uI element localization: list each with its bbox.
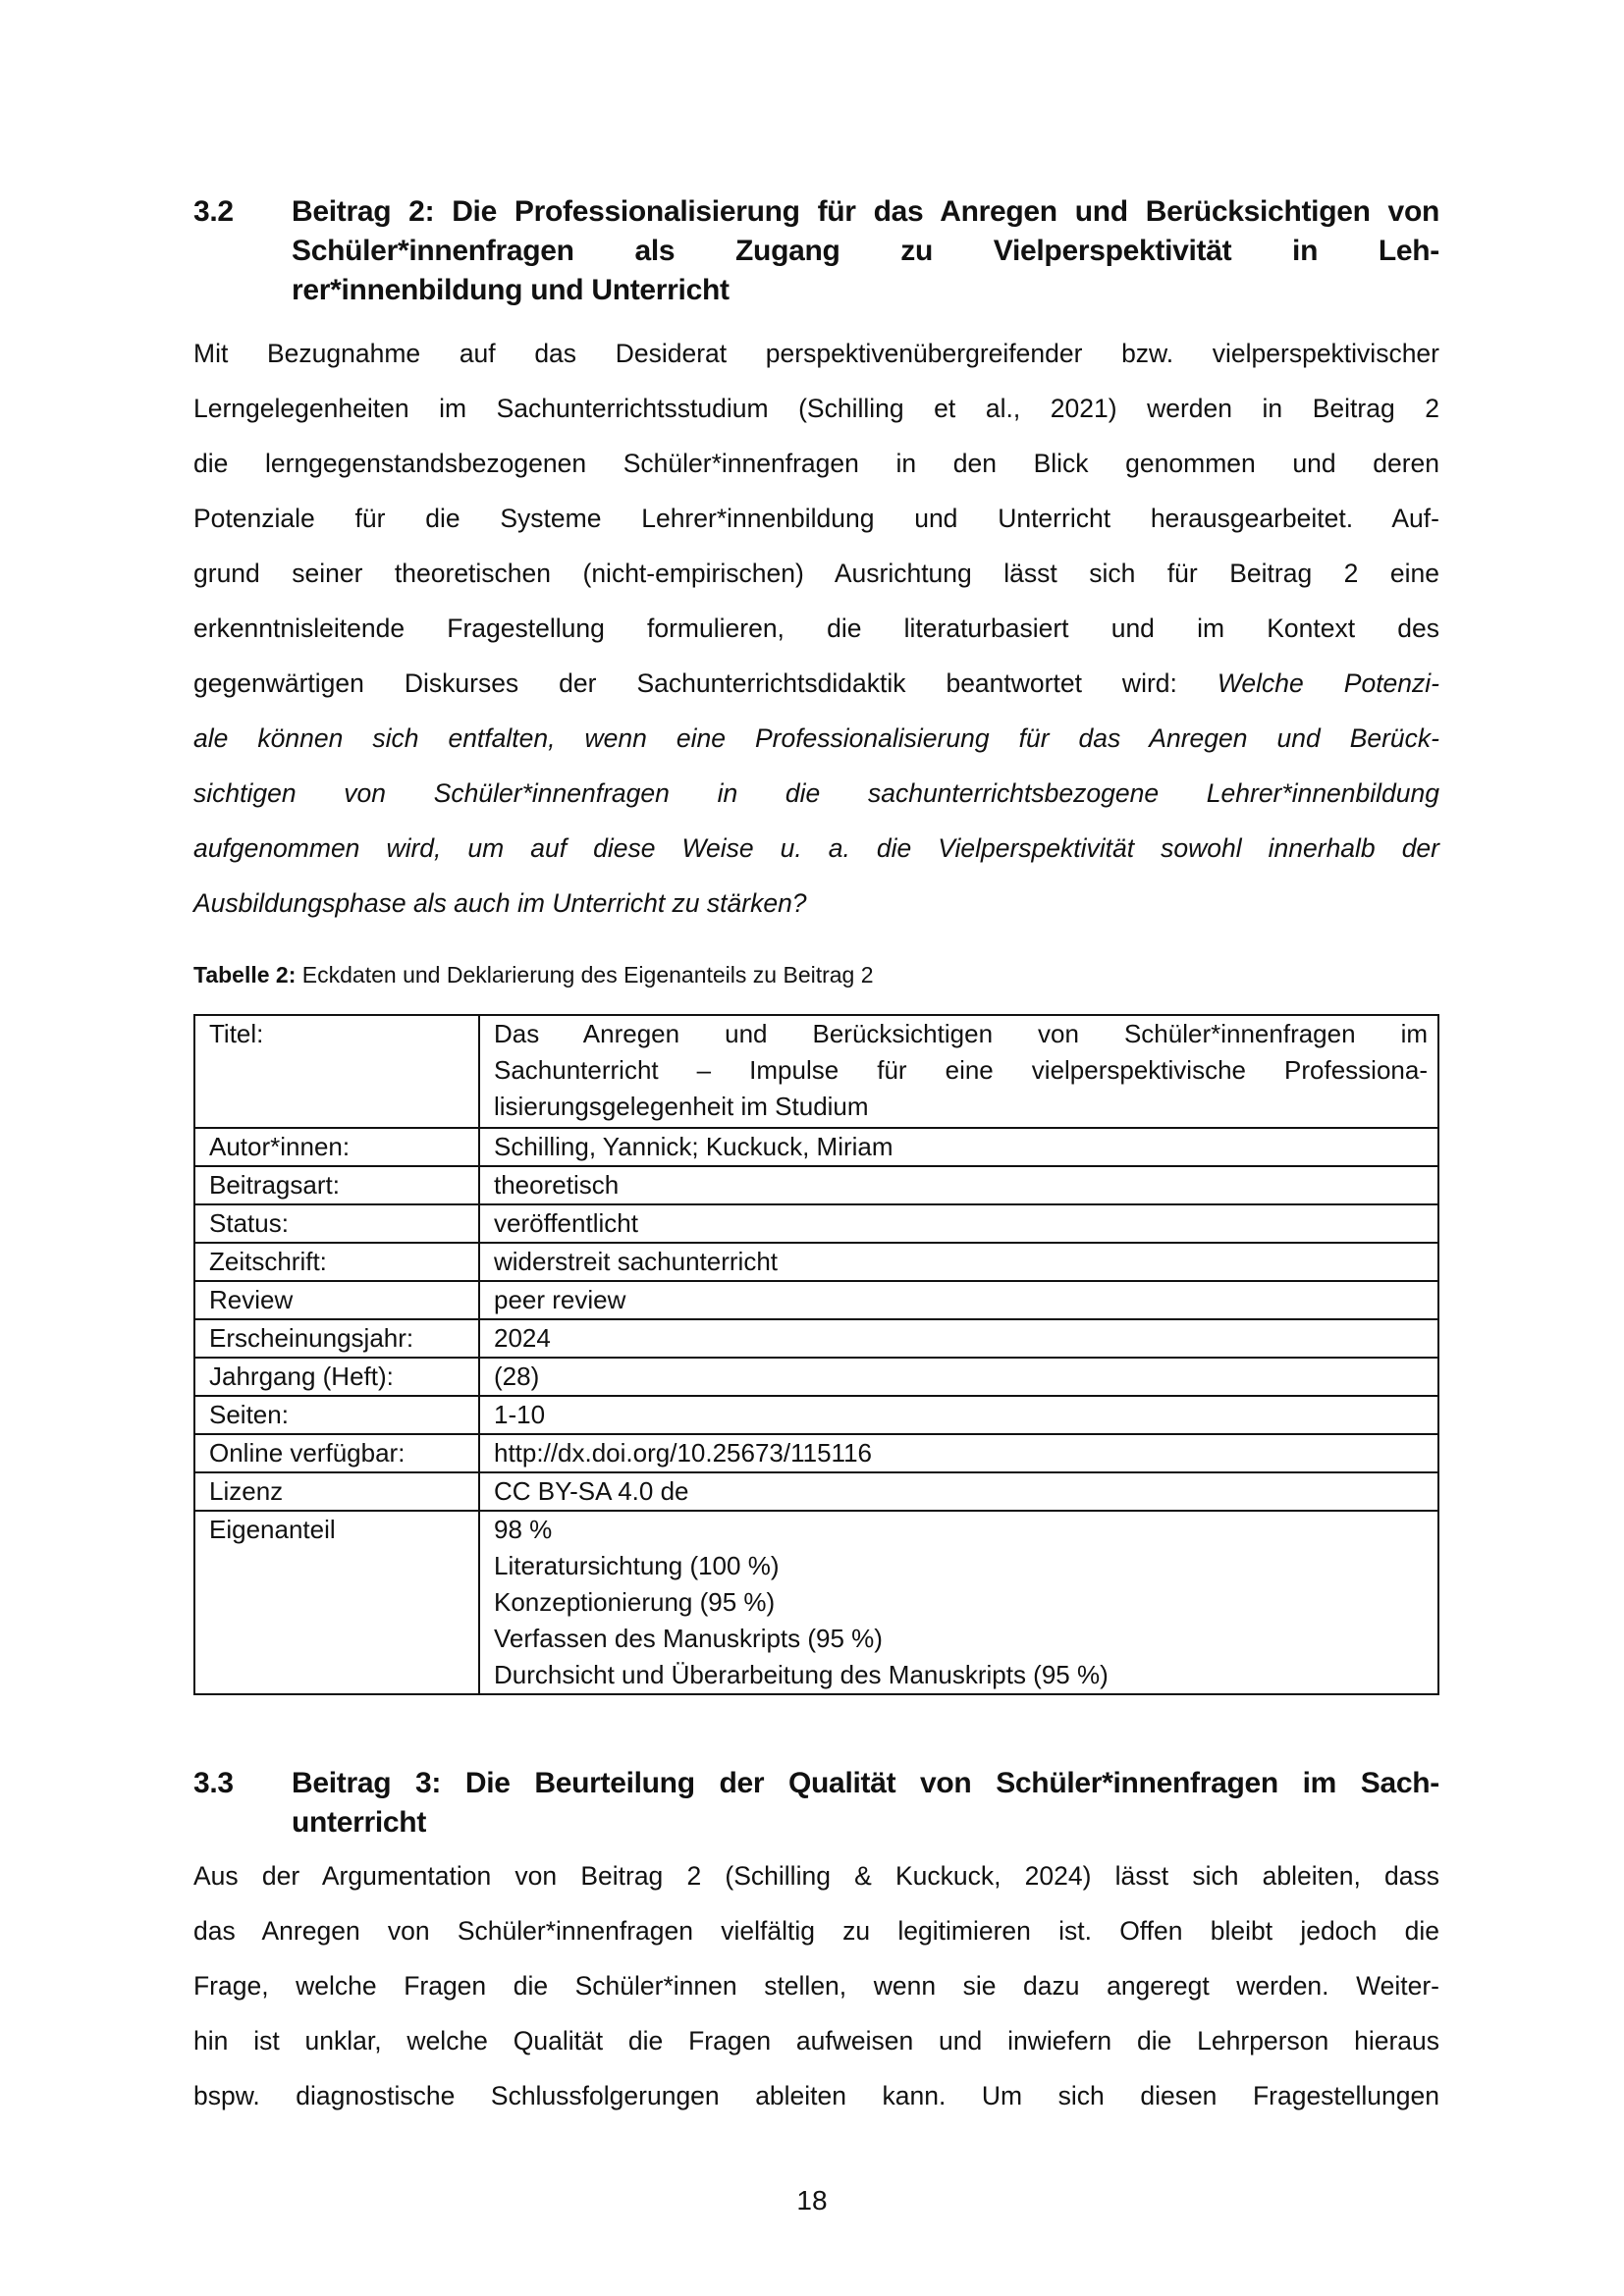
table-key-cell: Jahrgang (Heft): xyxy=(194,1358,479,1396)
table-row xyxy=(194,1128,1438,1166)
section-3-3-heading xyxy=(193,1764,1439,1842)
research-question-text: Ausbildungsphase als auch im Unterricht zu stärken? xyxy=(193,888,807,918)
doi-link[interactable]: http://dx.doi.org/10.25673/115116 xyxy=(479,1434,1438,1472)
research-question-text: Welche Potenzi- xyxy=(1217,668,1439,698)
paragraph-text: Lerngelegenheiten im Sachunterrichtsstudium (Schilling et al., 2021) werden in Beitrag 2 xyxy=(193,394,1439,423)
table-key-cell: Online verfügbar: xyxy=(194,1434,479,1472)
paragraph-line xyxy=(193,821,1439,876)
table-value-cell: theoretisch xyxy=(479,1166,1438,1204)
table-value-cell xyxy=(479,1511,1438,1694)
paragraph-line xyxy=(193,876,1439,931)
paragraph-text: gegenwärtigen Diskurses der Sachunterrichtsdidaktik beantwortet wird: xyxy=(193,668,1218,698)
paragraph-text: grund seiner theoretischen (nicht-empirischen) Ausrichtung lässt sich für Beitrag 2 eine xyxy=(193,559,1439,588)
paragraph-line xyxy=(193,326,1439,381)
section-number: 3.2 xyxy=(193,195,234,228)
table-caption xyxy=(193,960,874,989)
table-row xyxy=(194,1281,1438,1319)
paragraph-line xyxy=(193,656,1439,711)
table-row xyxy=(194,1243,1438,1281)
paragraph-line xyxy=(193,381,1439,436)
eigenanteil-line: 98 % xyxy=(494,1515,553,1544)
paragraph-text: erkenntnisleitende Fragestellung formulieren, die literaturbasiert und im Kontext des xyxy=(193,614,1439,643)
section-title-line: rer*innenbildung und Unterricht xyxy=(292,274,730,306)
section-title xyxy=(292,192,1439,310)
section-3-2-paragraph xyxy=(193,326,1439,931)
eigenanteil-line: Konzeptionierung (95 %) xyxy=(494,1587,776,1617)
table-row xyxy=(194,1434,1438,1472)
table-row xyxy=(194,1358,1438,1396)
paragraph-line: hin ist unklar, welche Qualität die Fragen aufweisen und inwiefern die Lehrperson hieraus xyxy=(193,2026,1439,2056)
table-row xyxy=(194,1472,1438,1511)
title-value-line: Sachunterricht – Impulse für eine vielperspektivische Professiona- xyxy=(494,1055,1428,1085)
eigenanteil-line: Durchsicht und Überarbeitung des Manuskripts (95 %) xyxy=(494,1660,1109,1689)
table-value-cell xyxy=(479,1015,1438,1128)
paragraph-text: Mit Bezugnahme auf das Desiderat perspektivenübergreifender bzw. vielperspektivischer xyxy=(193,339,1439,368)
table-key-cell: Beitragsart: xyxy=(194,1166,479,1204)
section-title-line: Schüler*innenfragen als Zugang zu Vielperspektivität in Leh- xyxy=(292,235,1439,267)
table-key-cell: Status: xyxy=(194,1204,479,1243)
eigenanteil-line: Verfassen des Manuskripts (95 %) xyxy=(494,1624,883,1653)
paragraph-text: die lerngegenstandsbezogenen Schüler*innenfragen in den Blick genommen und deren xyxy=(193,449,1439,478)
table-value-cell: 1-10 xyxy=(479,1396,1438,1434)
eigenanteil-line: Literatursichtung (100 %) xyxy=(494,1551,780,1580)
paragraph-line: bspw. diagnostische Schlussfolgerungen ableiten kann. Um sich diesen Fragestellungen xyxy=(193,2081,1439,2110)
paragraph-line xyxy=(193,546,1439,601)
paragraph-line xyxy=(193,491,1439,546)
table-key-cell: Erscheinungsjahr: xyxy=(194,1319,479,1358)
table-row xyxy=(194,1396,1438,1434)
table-key-cell: Autor*innen: xyxy=(194,1128,479,1166)
table-row xyxy=(194,1015,1438,1128)
title-value-line: Das Anregen und Berücksichtigen von Schüler*innenfragen im xyxy=(494,1019,1428,1048)
paragraph-line xyxy=(193,766,1439,821)
table-row xyxy=(194,1511,1438,1694)
research-question-text: aufgenommen wird, um auf diese Weise u. a. die Vielperspektivität sowohl innerhalb der xyxy=(193,833,1439,863)
title-value-line: lisierungsgelegenheit im Studium xyxy=(494,1092,869,1121)
research-question-text: ale können sich entfalten, wenn eine Professionalisierung für das Anregen und Berück- xyxy=(193,723,1439,753)
table-key-cell: Lizenz xyxy=(194,1472,479,1511)
table-value-cell: CC BY-SA 4.0 de xyxy=(479,1472,1438,1511)
table-key-cell: Eigenanteil xyxy=(194,1511,479,1694)
section-title xyxy=(292,1764,1439,1842)
table-row xyxy=(194,1166,1438,1204)
section-3-3-paragraph xyxy=(193,1848,1439,2123)
section-title-line: unterricht xyxy=(292,1806,427,1839)
table-caption-label: Tabelle 2: xyxy=(193,962,297,988)
table-key-cell: Zeitschrift: xyxy=(194,1243,479,1281)
table-key-cell: Seiten: xyxy=(194,1396,479,1434)
table-value-cell: veröffentlicht xyxy=(479,1204,1438,1243)
table-key-cell: Titel: xyxy=(194,1015,479,1128)
research-question-text: sichtigen von Schüler*innenfragen in die sachunterrichtsbezogene Lehrer*innenbildung xyxy=(193,778,1439,808)
metadata-table xyxy=(193,1014,1439,1695)
table-key-cell: Review xyxy=(194,1281,479,1319)
paragraph-line: Frage, welche Fragen die Schüler*innen stellen, wenn sie dazu angeregt werden. Weiter- xyxy=(193,1971,1439,2001)
section-3-2-heading xyxy=(193,192,1439,310)
paragraph-line xyxy=(193,436,1439,491)
paragraph-text: Potenziale für die Systeme Lehrer*innenbildung und Unterricht herausgearbeitet. Auf- xyxy=(193,504,1439,533)
table-value-cell: peer review xyxy=(479,1281,1438,1319)
table-value-cell: 2024 xyxy=(479,1319,1438,1358)
table-row xyxy=(194,1319,1438,1358)
table-row xyxy=(194,1204,1438,1243)
page-number: 18 xyxy=(796,2185,828,2216)
table-value-cell: (28) xyxy=(479,1358,1438,1396)
paragraph-line xyxy=(193,711,1439,766)
table-value-cell: widerstreit sachunterricht xyxy=(479,1243,1438,1281)
paragraph-line: das Anregen von Schüler*innenfragen vielfältig zu legitimieren ist. Offen bleibt jedoch die xyxy=(193,1916,1439,1946)
paragraph-line xyxy=(193,601,1439,656)
section-number: 3.3 xyxy=(193,1767,234,1799)
table-value-cell: Schilling, Yannick; Kuckuck, Miriam xyxy=(479,1128,1438,1166)
section-title-line: Beitrag 2: Die Professionalisierung für das Anregen und Berücksichtigen von xyxy=(292,195,1439,228)
paragraph-line: Aus der Argumentation von Beitrag 2 (Schilling & Kuckuck, 2024) lässt sich ableiten, dass xyxy=(193,1861,1439,1891)
section-title-line: Beitrag 3: Die Beurteilung der Qualität von Schüler*innenfragen im Sach- xyxy=(292,1767,1439,1799)
table-caption-text: Eckdaten und Deklarierung des Eigenanteils zu Beitrag 2 xyxy=(296,962,874,988)
